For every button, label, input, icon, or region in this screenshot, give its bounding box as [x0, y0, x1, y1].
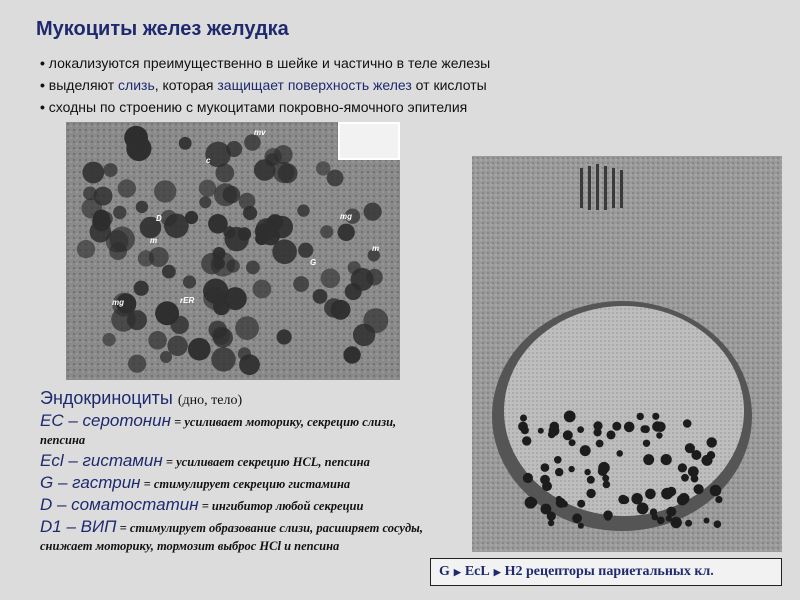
- endocrinocytes-block: [40, 388, 440, 558]
- endocrine-item-d: D – соматостатин = ингибитор любой секреции: [40, 495, 364, 514]
- slide-title: Мукоциты желез желудка: [36, 18, 289, 40]
- arrow-right-icon: ▶: [493, 566, 501, 577]
- endocrine-item-d1: D1 – ВИП = стимулирует образование слизи, расширяет сосуды, снижает моторику, тормозит выброс HCl и пепсина: [40, 517, 423, 553]
- label-rER: rER: [180, 296, 195, 305]
- label-m-1: m: [372, 244, 380, 253]
- bullet-list: [40, 52, 490, 118]
- arrow-right-icon: ▶: [453, 566, 461, 577]
- label-mg-2: mg: [112, 298, 124, 307]
- endocrine-item-ecl: Ecl – гистамин = усиливает секрецию HCL, пепсина: [40, 451, 370, 470]
- bullet-3: • сходны по строению с мукоцитами покровно-ямочного эпителия: [40, 96, 490, 118]
- bullet-1: • локализуются преимущественно в шейке и частично в теле железы: [40, 52, 490, 74]
- micrograph-inset: [338, 122, 400, 160]
- label-mv: mv: [254, 128, 266, 137]
- label-mg-1: mg: [340, 212, 352, 221]
- label-m-2: m: [150, 236, 158, 245]
- highlight-protects: защищает поверхность желез: [217, 77, 412, 93]
- endocrinocytes-heading: Эндокриноциты (дно, тело): [40, 388, 243, 408]
- bullet-2: • выделяют слизь, которая защищает поверхность желез от кислоты: [40, 74, 490, 96]
- micrograph-right-image: [472, 156, 782, 552]
- endocrine-item-ec: EC – серотонин = усиливает моторику, секрецию слизи, пепсина: [40, 411, 397, 447]
- micrograph-mucocytes: [66, 122, 400, 380]
- label-D: D: [156, 214, 162, 223]
- highlight-slime: слизь: [118, 77, 155, 93]
- micrograph-endocrinocyte: [472, 156, 782, 552]
- label-c: c: [206, 156, 211, 165]
- endocrine-item-g: G – гастрин = стимулирует секрецию гистамина: [40, 473, 351, 492]
- label-G: G: [310, 258, 317, 267]
- receptor-caption: G ▶ EcL ▶ H2 рецепторы париетальных кл.: [430, 558, 782, 586]
- micrograph-left-image: [66, 122, 400, 380]
